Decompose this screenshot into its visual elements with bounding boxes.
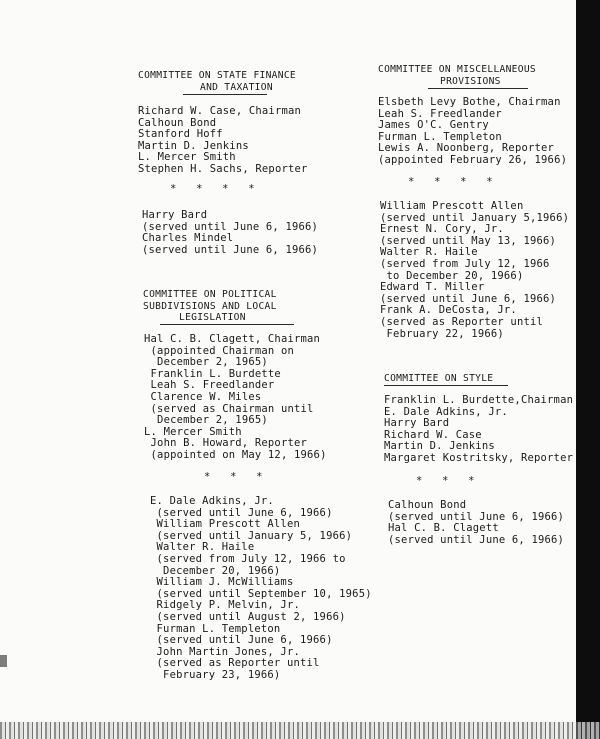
member-line: (served until June 6, 1966) [142, 243, 319, 256]
member-line: December 20, 1966) [150, 564, 281, 577]
member-line: Ridgely P. Melvin, Jr. [150, 599, 300, 612]
member-line: Elsbeth Levy Bothe, Chairman [378, 96, 561, 108]
member-line: Calhoun Bond [138, 116, 217, 129]
member-line: Leah S. Freedlander [378, 107, 502, 120]
member-line: Hal C. B. Clagett [388, 522, 499, 535]
heading-line: PROVISIONS [440, 75, 501, 87]
member-line: (served until January 5,1966) [380, 211, 570, 224]
member-line: L. Mercer Smith [144, 425, 242, 438]
member-line: Harry Bard [142, 209, 208, 221]
member-line: James O'C. Gentry [378, 119, 489, 132]
heading-line: COMMITTEE ON POLITICAL [143, 289, 277, 300]
heading-state-finance [138, 70, 296, 93]
member-line: Walter R. Haile [380, 246, 478, 259]
member-line: (served as Reporter until [150, 657, 320, 670]
member-line: Martin D. Jenkins [138, 139, 249, 152]
member-line: (served until August 2, 1966) [150, 610, 346, 623]
heading-line: SUBDIVISIONS AND LOCAL [143, 300, 277, 312]
member-line: Stephen H. Sachs, Reporter [138, 162, 308, 175]
members-state-finance [138, 106, 308, 176]
separator-stars: * * * * [170, 183, 255, 195]
heading-line: COMMITTEE ON MISCELLANEOUS [378, 64, 536, 75]
member-line: Clarence W. Miles [144, 390, 262, 403]
member-line: (appointed February 26, 1966) [378, 153, 568, 166]
member-line: (served until June 6, 1966) [388, 533, 565, 546]
heading-underline [160, 324, 294, 325]
heading-political [143, 289, 277, 324]
member-line: December 2, 1965) [144, 356, 268, 369]
member-line: (served until January 5, 1966) [150, 529, 353, 542]
member-line: to December 20, 1966) [380, 269, 524, 282]
member-line: Frank A. DeCosta, Jr. [380, 304, 517, 317]
separator-stars: * * * [204, 471, 263, 483]
heading-line: COMMITTEE ON STYLE [384, 373, 494, 384]
member-line: Walter R. Haile [150, 541, 255, 554]
heading-line: LEGISLATION [179, 312, 246, 324]
members-political [144, 334, 327, 462]
member-line: February 22, 1966) [380, 327, 504, 340]
member-line: Furman L. Templeton [150, 622, 281, 635]
separator-stars: * * * * [408, 176, 493, 188]
separator-stars: * * * [416, 475, 475, 487]
member-line: Margaret Kostritsky, Reporter [384, 451, 574, 464]
former-style [388, 500, 564, 546]
member-line: Stanford Hoff [138, 128, 223, 141]
scan-noise-bottom [0, 722, 600, 739]
member-line: John B. Howard, Reporter [144, 437, 308, 450]
former-political [150, 496, 372, 682]
member-line: William J. McWilliams [150, 576, 294, 589]
member-line: (served until June 6, 1966) [380, 292, 557, 305]
member-line: February 23, 1966) [150, 668, 281, 681]
member-line: (served until June 6, 1966) [150, 506, 333, 519]
member-line: Franklin L. Burdette [144, 367, 281, 380]
heading-underline [183, 94, 267, 95]
member-line: Lewis A. Noonberg, Reporter [378, 142, 555, 155]
member-line: Edward T. Miller [380, 281, 485, 294]
scan-mark-left [0, 655, 7, 667]
member-line: Franklin L. Burdette,Chairman [384, 394, 574, 406]
member-line: L. Mercer Smith [138, 151, 236, 164]
member-line: Harry Bard [384, 417, 450, 430]
scan-border-right [576, 0, 600, 739]
member-line: (appointed on May 12, 1966) [144, 448, 327, 461]
member-line: (appointed Chairman on [144, 344, 294, 357]
member-line: Martin D. Jenkins [384, 440, 495, 453]
member-line: (served from July 12, 1966 [380, 257, 550, 270]
member-line: (served until June 6, 1966) [150, 634, 333, 647]
former-miscellaneous [380, 201, 569, 340]
member-line: Calhoun Bond [388, 499, 467, 511]
member-line: December 2, 1965) [144, 414, 268, 427]
member-line: E. Dale Adkins, Jr. [384, 405, 508, 418]
member-line: Ernest N. Cory, Jr. [380, 223, 504, 236]
heading-underline [428, 88, 528, 89]
members-miscellaneous [378, 97, 567, 167]
member-line: Richard W. Case [384, 428, 482, 441]
heading-style [384, 373, 493, 385]
former-state-finance [142, 210, 318, 256]
heading-underline [384, 385, 508, 386]
member-line: (served as Chairman until [144, 402, 314, 415]
member-line: William Prescott Allen [380, 200, 524, 212]
member-line: (served until May 13, 1966) [380, 234, 557, 247]
member-line: Leah S. Freedlander [144, 379, 275, 392]
heading-miscellaneous [378, 64, 536, 87]
member-line: William Prescott Allen [150, 518, 300, 531]
member-line: (served from July 12, 1966 to [150, 552, 346, 565]
member-line: Hal C. B. Clagett, Chairman [144, 333, 321, 345]
member-line: Richard W. Case, Chairman [138, 105, 302, 117]
member-line: E. Dale Adkins, Jr. [150, 495, 274, 507]
member-line: Furman L. Templeton [378, 130, 502, 143]
member-line: (served until June 6, 1966) [142, 220, 319, 233]
members-style [384, 395, 573, 465]
member-line: (served as Reporter until [380, 315, 544, 328]
heading-line: COMMITTEE ON STATE FINANCE [138, 70, 296, 81]
member-line: Charles Mindel [142, 232, 234, 245]
member-line: (served until June 6, 1966) [388, 510, 565, 523]
member-line: John Martin Jones, Jr. [150, 645, 300, 658]
heading-line: AND TAXATION [200, 81, 273, 93]
member-line: (served until September 10, 1965) [150, 587, 372, 600]
